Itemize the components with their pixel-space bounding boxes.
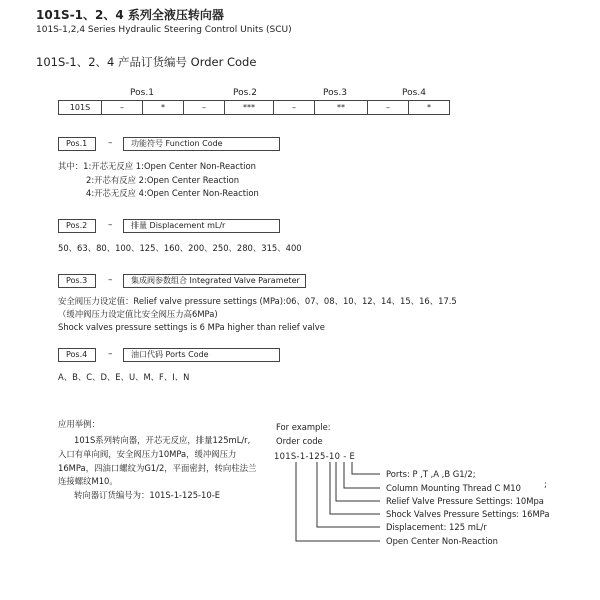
- example-en-subheading: Order code: [276, 436, 323, 446]
- order-code-title: 101S-1、2、4 产品订货编号 Order Code: [36, 55, 257, 69]
- pos-label-1: Pos.1: [130, 88, 154, 98]
- annotation-relief: Relief Valve Pressure Settings: 10Mpa: [386, 496, 544, 506]
- pos4-values: A、B、C、D、E、U、M、F、I、N: [58, 372, 190, 382]
- example-cn-line-4: 连接螺纹M10。: [58, 476, 118, 486]
- pos-label-4: Pos.4: [402, 88, 426, 98]
- code-cell-series: 101S: [59, 101, 102, 115]
- annotation-displacement: Displacement: 125 mL/r: [386, 522, 487, 532]
- pos1-line-2: 2:开芯有反应 2:Open Center Reaction: [86, 175, 240, 185]
- example-en-heading: For example:: [276, 422, 331, 432]
- code-cell-pos3: **: [315, 101, 368, 115]
- leader-line-column: [344, 462, 380, 488]
- code-cell-dash: –: [274, 101, 315, 115]
- annotation-function: Open Center Non-Reaction: [386, 536, 498, 546]
- code-cell-pos4: *: [409, 101, 450, 115]
- pos-label-3: Pos.3: [323, 88, 347, 98]
- code-cell-dash: –: [184, 101, 225, 115]
- pos1-dash: –: [108, 138, 113, 148]
- pos1-line-1: 其中：1:开芯无反应 1:Open Center Non-Reaction: [58, 161, 256, 171]
- code-cell-dash: –: [368, 101, 409, 115]
- pos2-label-box: Pos.2: [58, 219, 96, 233]
- annotation-ports: Ports: P ,T ,A ,B G1/2;: [386, 469, 476, 479]
- annotation-shock: Shock Valves Pressure Settings: 16MPa: [386, 509, 550, 519]
- pos3-line-1: 安全阀压力设定值：Relief valve pressure settings (MPa):06、07、08、10、12、14、15、16、17.5: [58, 296, 457, 306]
- pos3-dash: –: [108, 275, 113, 285]
- leader-line-displacement: [317, 462, 380, 527]
- code-cell-pos1: *: [143, 101, 184, 115]
- pos3-line-3: Shock valves pressure settings is 6 MPa higher than relief valve: [58, 322, 325, 332]
- page-subtitle: 101S-1,2,4 Series Hydraulic Steering Control Units (SCU): [36, 25, 292, 35]
- code-cell-pos2: ***: [225, 101, 274, 115]
- example-cn-order-code: 转向器订货编号为：101S-1-125-10-E: [74, 490, 221, 500]
- annotation-column-mounting: Column Mounting Thread C M10: [386, 483, 521, 493]
- leader-line-ports: [352, 462, 380, 474]
- page-title: 101S-1、2、4 系列全液压转向器: [36, 8, 224, 22]
- pos4-label-box: Pos.4: [58, 348, 96, 362]
- pos1-line-3: 4:开芯无反应 4:Open Center Non-Reaction: [86, 188, 259, 198]
- pos2-dash: –: [108, 220, 113, 230]
- example-cn-line-1: 101S系列转向器，开芯无反应，排量125mL/r,: [74, 435, 251, 445]
- code-cell-dash: –: [102, 101, 143, 115]
- leader-line-relief: [336, 462, 380, 501]
- example-cn-line-2: 入口有单向阀，安全阀压力10MPa，缓冲阀压力: [58, 449, 237, 459]
- example-cn-heading: 应用举例：: [58, 419, 100, 429]
- pos3-label-box: Pos.3: [58, 274, 96, 288]
- annotation-trailing-mark: ;: [544, 479, 547, 489]
- pos3-heading-box: 集成阀参数组合 Integrated Valve Parameter: [123, 274, 306, 288]
- pos3-line-2: （缓冲阀压力设定值比安全阀压力高6MPa): [58, 309, 218, 319]
- pos2-values: 50、63、80、100、125、160、200、250、280、315、400: [58, 243, 302, 253]
- pos1-heading-box: 功能符号 Function Code: [123, 137, 280, 151]
- example-en-code: 101S-1-125-10 - E: [274, 451, 356, 461]
- pos4-heading-box: 油口代码 Ports Code: [123, 348, 280, 362]
- pos2-heading-box: 排量 Displacement mL/r: [123, 219, 280, 233]
- pos4-dash: –: [108, 349, 113, 359]
- pos-label-2: Pos.2: [233, 88, 257, 98]
- example-cn-line-3: 16MPa，四油口螺纹为G1/2，平面密封，转向柱法兰: [58, 463, 257, 473]
- pos1-label-box: Pos.1: [58, 137, 96, 151]
